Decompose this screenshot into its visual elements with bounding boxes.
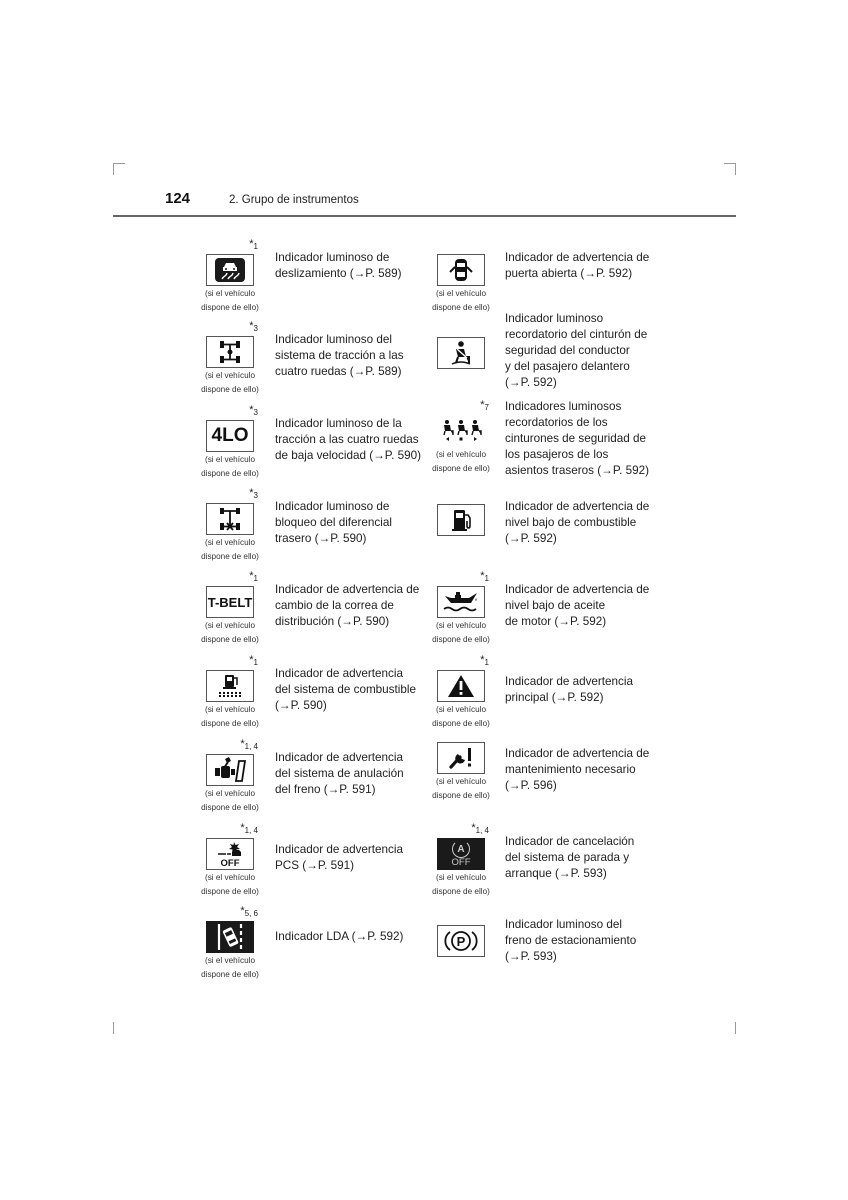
- 4lo-label: 4LO: [211, 425, 249, 446]
- availability-note: (si el vehículo dispone de ello): [201, 789, 259, 812]
- entry-description: Indicador de advertencia PCS (→P. 591): [275, 843, 403, 872]
- footnote-mark: $*_7$: [480, 399, 489, 412]
- entry-brake-override-warning: [198, 738, 426, 830]
- entry-low-fuel-warning: [429, 499, 657, 579]
- availability-note: (si el vehículo dispone de ello): [432, 705, 490, 728]
- availability-note: (si el vehículo dispone de ello): [201, 289, 259, 312]
- fuel-system-warning-icon: [206, 670, 254, 702]
- crop-mark-bottom-left: [113, 1022, 114, 1034]
- entry-description: Indicador luminoso recordatorio del cinturón de seguridad del conductor y del pasajero delantero (→P. 592): [505, 312, 648, 389]
- stop-start-cancel-icon: [437, 838, 485, 870]
- entry-description: Indicador luminoso de bloqueo del diferencial trasero (→P. 590): [275, 500, 392, 545]
- footnote-mark: $*_{1, 4}$: [471, 822, 489, 835]
- pcs-off-label: OFF: [220, 857, 240, 869]
- skid-indicator-icon: [206, 254, 254, 286]
- footnote-mark: $*_1$: [249, 238, 258, 251]
- entry-lda-indicator: [198, 905, 426, 997]
- crop-mark-top-left-h: [113, 163, 125, 164]
- 4lo-indicator-icon: [206, 420, 254, 452]
- entry-pcs-warning: [198, 822, 426, 914]
- stop-start-off-label: OFF: [451, 857, 471, 868]
- section-title: 2. Grupo de instrumentos: [229, 194, 359, 206]
- door-open-warning-icon: [437, 254, 485, 286]
- parking-letter: P: [456, 934, 466, 949]
- low-fuel-warning-icon: [437, 504, 485, 536]
- entry-description: Indicador luminoso del freno de estacionamiento (→P. 593): [505, 918, 637, 963]
- availability-note: (si el vehículo dispone de ello): [432, 873, 490, 896]
- footnote-mark: $*_1$: [249, 654, 258, 667]
- entry-description: Indicador de cancelación del sistema de parada y arranque (→P. 593): [505, 835, 635, 880]
- availability-note: (si el vehículo dispone de ello): [201, 956, 259, 979]
- t-belt-label: T-BELT: [207, 594, 253, 610]
- entry-description: Indicador de advertencia del sistema de combustible (→P. 590): [275, 667, 416, 712]
- availability-note: (si el vehículo dispone de ello): [201, 873, 259, 896]
- entry-description: Indicadores luminosos recordatorios de los cinturones de seguridad de los pasajeros de los asientos traseros (→P. 592): [505, 400, 649, 477]
- footnote-mark: $*_1$: [480, 654, 489, 667]
- entry-skid-indicator: [198, 238, 426, 330]
- crop-mark-top-left-v: [113, 163, 114, 175]
- entry-description: Indicador luminoso de deslizamiento (→P. 589): [275, 251, 402, 280]
- footnote-mark: $*_3$: [249, 487, 258, 500]
- entry-fuel-system-warning: [198, 654, 426, 746]
- master-warning-icon: [437, 670, 485, 702]
- availability-note: (si el vehículo dispone de ello): [201, 621, 259, 644]
- availability-note: (si el vehículo dispone de ello): [201, 705, 259, 728]
- lda-indicator-icon: [206, 921, 254, 953]
- pcs-warning-icon: [206, 838, 254, 870]
- entry-rear-seatbelt-reminder: [429, 399, 657, 491]
- footnote-mark: $*_{1, 4}$: [240, 738, 258, 751]
- rear-diff-lock-icon: [206, 503, 254, 535]
- brake-override-warning-icon: [206, 754, 254, 786]
- entry-description: Indicador luminoso de la tracción a las cuatro ruedas de baja velocidad (→P. 590): [275, 417, 421, 462]
- entry-stop-start-cancel: [429, 822, 657, 914]
- low-oil-level-warning-icon: [437, 586, 485, 618]
- entry-parking-brake-indicator: [429, 917, 657, 997]
- footnote-mark: $*_{1, 4}$: [240, 822, 258, 835]
- entry-description: Indicador de advertencia de mantenimiento necesario (→P. 596): [505, 747, 650, 792]
- entry-description: Indicador de advertencia de cambio de la correa de distribución (→P. 590): [275, 583, 420, 628]
- entry-master-warning: [429, 654, 657, 746]
- page-number: 124: [165, 190, 191, 207]
- entry-4lo-indicator: [198, 404, 426, 496]
- availability-note: (si el vehículo dispone de ello): [201, 455, 259, 478]
- crop-mark-bottom-right: [735, 1022, 736, 1034]
- auto-circle-arrow-icon: [452, 840, 470, 858]
- footnote-mark: $*_3$: [249, 404, 258, 417]
- availability-note: (si el vehículo dispone de ello): [201, 371, 259, 394]
- entry-4wd-indicator: [198, 320, 426, 412]
- header-rule: [113, 215, 736, 217]
- entry-low-oil-level-warning: [429, 570, 657, 662]
- availability-note: (si el vehículo dispone de ello): [432, 289, 490, 312]
- entry-rear-diff-lock: [198, 487, 426, 579]
- crop-mark-top-right-v: [735, 163, 736, 175]
- availability-note: (si el vehículo dispone de ello): [432, 450, 490, 473]
- footnote-mark: $*_1$: [249, 570, 258, 583]
- entry-maintenance-required: [429, 738, 657, 818]
- seatbelt-reminder-icon: [437, 337, 485, 369]
- entry-t-belt-warning: [198, 570, 426, 662]
- footnote-mark: $*_3$: [249, 320, 258, 333]
- footnote-mark: $*_{5, 6}$: [240, 905, 258, 918]
- availability-note: (si el vehículo dispone de ello): [432, 621, 490, 644]
- availability-note: (si el vehículo dispone de ello): [432, 777, 490, 800]
- auto-letter: A: [457, 843, 465, 855]
- parking-brake-indicator-icon: [437, 925, 485, 957]
- footnote-mark: $*_1$: [480, 570, 489, 583]
- entry-description: Indicador LDA (→P. 592): [275, 930, 404, 943]
- availability-note: (si el vehículo dispone de ello): [201, 538, 259, 561]
- t-belt-warning-icon: [206, 586, 254, 618]
- entry-description: Indicador luminoso del sistema de tracción a las cuatro ruedas (→P. 589): [275, 333, 404, 378]
- entry-description: Indicador de advertencia del sistema de anulación del freno (→P. 591): [275, 751, 404, 796]
- maintenance-required-icon: [437, 742, 485, 774]
- entry-description: Indicador de advertencia de puerta abierta (→P. 592): [505, 251, 650, 280]
- entry-description: Indicador de advertencia principal (→P. 592): [505, 675, 633, 704]
- entry-description: Indicador de advertencia de nivel bajo de combustible (→P. 592): [505, 500, 650, 545]
- entry-seatbelt-reminder: [429, 311, 657, 391]
- rear-seatbelt-reminder-icon: [437, 415, 485, 447]
- entry-description: Indicador de advertencia de nivel bajo de aceite de motor (→P. 592): [505, 583, 650, 628]
- 4wd-indicator-icon: [206, 336, 254, 368]
